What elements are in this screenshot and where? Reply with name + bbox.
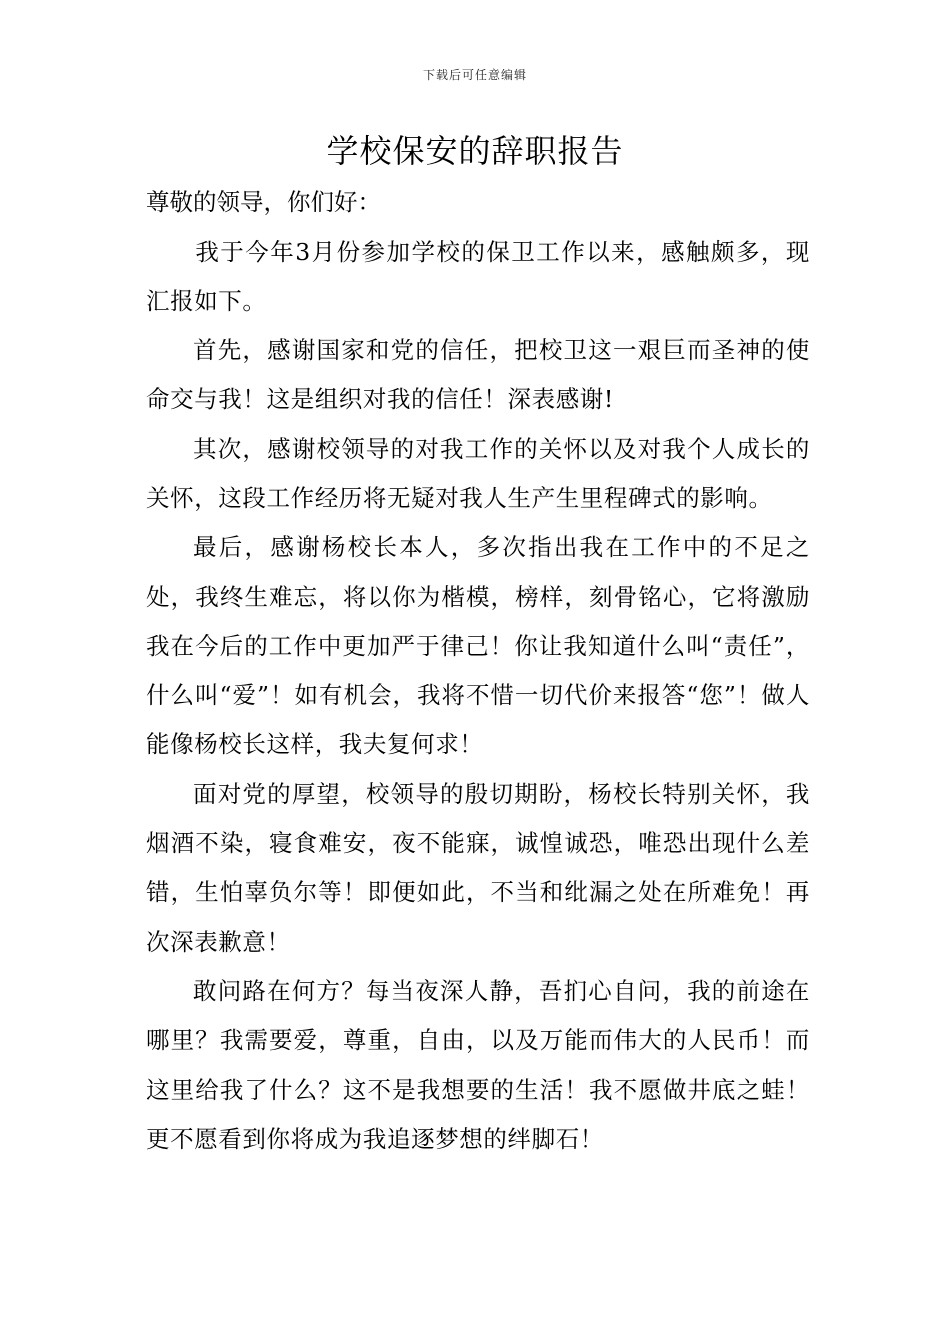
paragraph-2: 首先，感谢国家和党的信任，把校卫这一艰巨而圣神的使命交与我！这是组织对我的信任！深表感谢! xyxy=(146,336,810,414)
salutation: 尊敬的领导，你们好： xyxy=(146,188,381,216)
paragraph-4: 最后，感谢杨校长本人，多次指出我在工作中的不足之处，我终生难忘，将以你为楷模，榜样，刻骨铭心，它将激励我在今后的工作中更加严于律己！你让我知道什么叫“责任”，什么叫“爱”！如有机会，我将不惜一切代价来报答“您”！做人能像杨校长这样，我夫复何求！ xyxy=(146,533,810,759)
paragraph-1: 我于今年3月份参加学校的保卫工作以来，感触颇多，现汇报如下。 xyxy=(146,237,810,315)
document-body xyxy=(146,178,810,1164)
paragraph-3: 其次，感谢校领导的对我工作的关怀以及对我个人成长的关怀，这段工作经历将无疑对我人生产生里程碑式的影响。 xyxy=(146,434,810,512)
paragraph-5: 面对党的厚望，校领导的殷切期盼，杨校长特别关怀，我烟酒不染，寝食难安，夜不能寐，诚惶诚恐，唯恐出现什么差错，生怕辜负尔等！即便如此，不当和纰漏之处在所难免！再次深表歉意！ xyxy=(146,779,810,956)
document-title: 学校保安的辞职报告 xyxy=(326,132,624,170)
page-header-note: 下载后可任意编辑 xyxy=(422,68,527,82)
paragraph-6: 敢问路在何方？每当夜深人静，吾扪心自问，我的前途在哪里？我需要爱，尊重，自由，以及万能而伟大的人民币！而这里给我了什么？这不是我想要的生活！我不愿做井底之蛙！更不愿看到你将成为我追逐梦想的绊脚石！ xyxy=(146,976,810,1153)
